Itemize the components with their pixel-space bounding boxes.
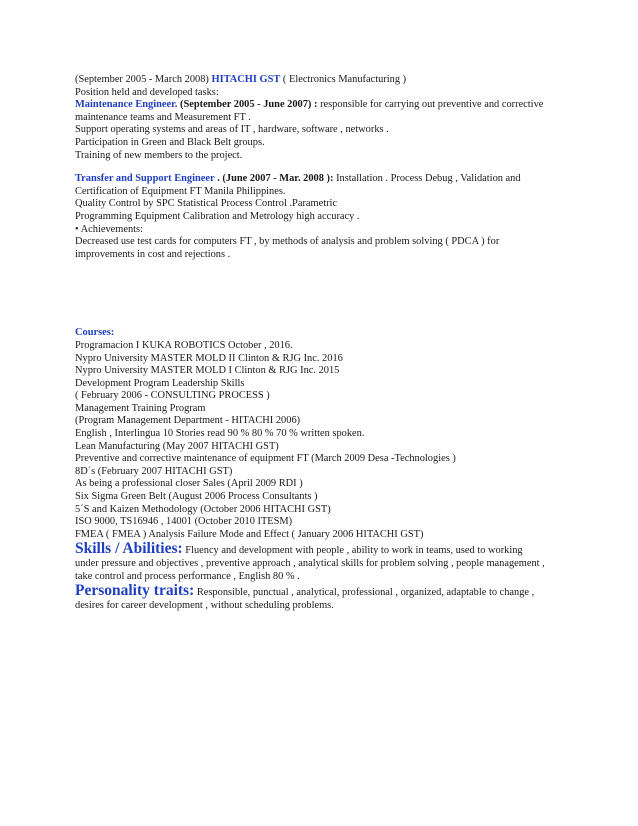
role2-achievement: Decreased use test cards for computers FT , by methods of analysis and problem solving ( PDCA ) for improvements in cost and rejections . xyxy=(75,236,500,260)
achievements-label: • Achievements: xyxy=(75,223,143,235)
course-item: As being a professional closer Sales (April 2009 RDI ) xyxy=(75,478,303,490)
personality-heading: Personality traits: xyxy=(75,582,195,600)
course-item: FMEA ( FMEA ) Analysis Failure Mode and Effect ( January 2006 HITACHI GST) xyxy=(75,528,424,540)
role2-title: Transfer and Support Engineer xyxy=(75,173,215,185)
company-name: HITACHI GST xyxy=(211,74,281,85)
job-industry: ( Electronics Manufacturing ) xyxy=(282,74,407,85)
role2-line: Quality Control by SPC Statistical Process Control .Parametric xyxy=(75,198,338,210)
job-header xyxy=(75,74,545,87)
role1-line: Participation in Green and Black Belt groups. xyxy=(75,136,265,148)
course-item: ( February 2006 - CONSULTING PROCESS ) xyxy=(75,390,270,402)
skills-text: Fluency and development with people , ability to work in teams, used to working under pressure and objectives , preventive approach , analytical skills for problem solving , people management , take control and process performance , English 80 % . xyxy=(75,545,545,582)
course-item: Nypro University MASTER MOLD I Clinton & RJG Inc. 2015 xyxy=(75,365,340,377)
course-item: Nypro University MASTER MOLD II Clinton & RJG Inc. 2016 xyxy=(75,352,343,364)
role-transfer-support-engineer xyxy=(75,173,545,198)
skills-heading: Skills / Abilities: xyxy=(75,540,183,558)
course-item: Programacion I KUKA ROBOTICS October , 2016. xyxy=(75,339,293,351)
role1-line: Training of new members to the project. xyxy=(75,149,243,161)
course-item: English , Interlingua 10 Stories read 90 % 80 % 70 % written spoken. xyxy=(75,428,365,440)
role1-dates: (September 2005 - June 2007) : xyxy=(179,99,318,111)
course-item: Development Program Leadership Skills xyxy=(75,377,245,389)
resume-content xyxy=(75,74,545,612)
role2-description: Installation . Process Debug , Validation and Certification of Equipment FT Manila Philippines. xyxy=(75,173,521,197)
courses-list xyxy=(75,340,545,542)
course-item: ISO 9000, TS16946 , 14001 (October 2010 ITESM) xyxy=(75,516,293,528)
course-item: (Program Management Department - HITACHI 2006) xyxy=(75,415,301,427)
role1-line: Support operating systems and areas of IT , hardware, software , networks . xyxy=(75,124,389,136)
role2-dates: . (June 2007 - Mar. 2008 ): xyxy=(217,173,334,185)
role1-title: Maintenance Engineer. xyxy=(75,99,178,111)
job-period: (September 2005 - March 2008) xyxy=(75,74,209,85)
course-item: Lean Manufacturing (May 2007 HITACHI GST) xyxy=(75,440,279,452)
course-item: 5´S and Kaizen Methodology (October 2006 HITACHI GST) xyxy=(75,503,331,515)
position-held-label: Position held and developed tasks: xyxy=(75,86,219,98)
skills-section xyxy=(75,540,545,583)
personality-section xyxy=(75,582,545,612)
personality-text: Responsible, punctual , analytical, professional , organized, adaptable to change , desires for career development , without scheduling problems. xyxy=(75,587,535,611)
course-item: Preventive and corrective maintenance of equipment FT (March 2009 Desa -Technologies ) xyxy=(75,453,456,465)
role-maintenance-engineer xyxy=(75,99,545,124)
role1-description: responsible for carrying out preventive and corrective maintenance teams and Measurement FT . xyxy=(75,99,544,123)
role2-line: Programming Equipment Calibration and Metrology high accuracy . xyxy=(75,210,360,222)
course-item: Management Training Program xyxy=(75,402,206,414)
courses-heading: Courses: xyxy=(75,327,115,339)
course-item: 8D´s (February 2007 HITACHI GST) xyxy=(75,465,233,477)
course-item: Six Sigma Green Belt (August 2006 Process Consultants ) xyxy=(75,491,318,503)
